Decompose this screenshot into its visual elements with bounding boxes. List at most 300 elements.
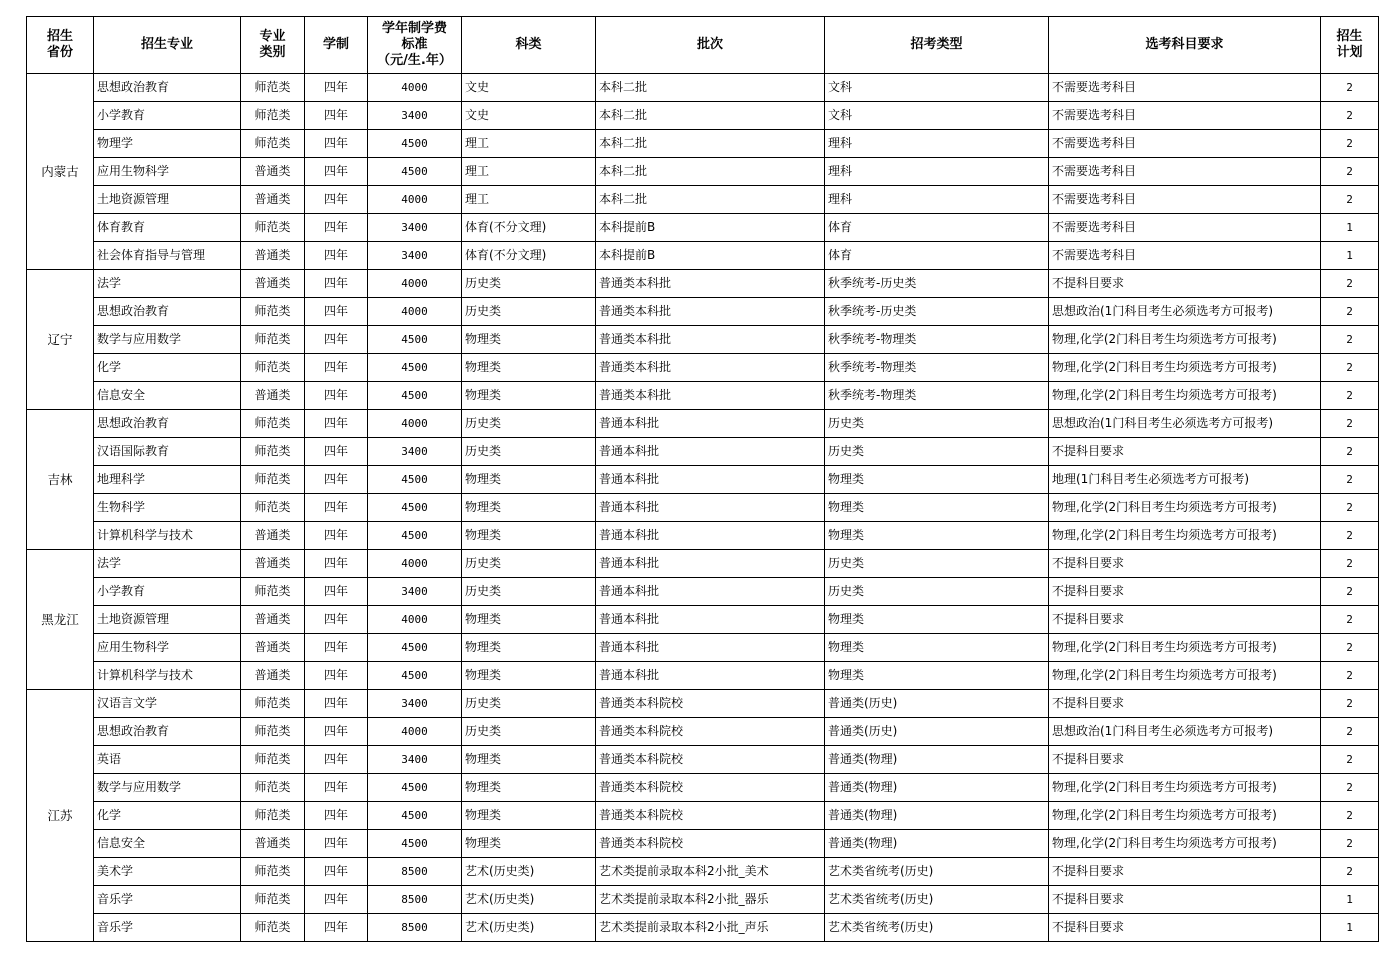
cell-plan: 2 (1321, 326, 1379, 354)
cell-major: 信息安全 (94, 382, 241, 410)
cell-category: 师范类 (241, 438, 305, 466)
cell-subject-type: 理工 (462, 186, 596, 214)
cell-plan: 2 (1321, 298, 1379, 326)
cell-plan: 2 (1321, 522, 1379, 550)
cell-batch: 普通类本科院校 (596, 746, 825, 774)
cell-category: 普通类 (241, 634, 305, 662)
cell-exam-type: 普通类(物理) (825, 774, 1049, 802)
cell-requirement: 物理,化学(2门科目考生均须选考方可报考) (1049, 326, 1321, 354)
cell-duration: 四年 (305, 550, 368, 578)
cell-duration: 四年 (305, 326, 368, 354)
cell-plan: 2 (1321, 578, 1379, 606)
cell-plan: 1 (1321, 214, 1379, 242)
cell-requirement: 地理(1门科目考生必须选考方可报考) (1049, 466, 1321, 494)
cell-duration: 四年 (305, 886, 368, 914)
cell-subject-type: 物理类 (462, 662, 596, 690)
cell-requirement: 不提科目要求 (1049, 746, 1321, 774)
cell-batch: 普通类本科批 (596, 382, 825, 410)
cell-subject-type: 历史类 (462, 578, 596, 606)
cell-fee: 4500 (368, 466, 462, 494)
cell-category: 师范类 (241, 746, 305, 774)
header-batch: 批次 (596, 17, 825, 74)
cell-category: 师范类 (241, 578, 305, 606)
cell-duration: 四年 (305, 522, 368, 550)
table-row (27, 130, 1379, 158)
cell-batch: 普通本科批 (596, 606, 825, 634)
cell-fee: 8500 (368, 858, 462, 886)
cell-subject-type: 体育(不分文理) (462, 242, 596, 270)
cell-fee: 4500 (368, 354, 462, 382)
table-row (27, 214, 1379, 242)
cell-exam-type: 物理类 (825, 466, 1049, 494)
cell-major: 土地资源管理 (94, 186, 241, 214)
cell-duration: 四年 (305, 130, 368, 158)
cell-requirement: 物理,化学(2门科目考生均须选考方可报考) (1049, 774, 1321, 802)
cell-plan: 2 (1321, 102, 1379, 130)
cell-requirement: 不提科目要求 (1049, 886, 1321, 914)
cell-exam-type: 秋季统考-物理类 (825, 354, 1049, 382)
cell-fee: 3400 (368, 746, 462, 774)
cell-requirement: 不提科目要求 (1049, 438, 1321, 466)
table-row (27, 270, 1379, 298)
table-row (27, 382, 1379, 410)
cell-major: 计算机科学与技术 (94, 662, 241, 690)
cell-requirement: 物理,化学(2门科目考生均须选考方可报考) (1049, 354, 1321, 382)
cell-plan: 2 (1321, 410, 1379, 438)
cell-category: 师范类 (241, 326, 305, 354)
cell-plan: 1 (1321, 914, 1379, 942)
cell-subject-type: 理工 (462, 130, 596, 158)
cell-batch: 普通类本科院校 (596, 774, 825, 802)
table-row (27, 634, 1379, 662)
cell-duration: 四年 (305, 746, 368, 774)
cell-fee: 4500 (368, 774, 462, 802)
cell-subject-type: 物理类 (462, 746, 596, 774)
cell-requirement: 思想政治(1门科目考生必须选考方可报考) (1049, 718, 1321, 746)
cell-batch: 普通类本科院校 (596, 690, 825, 718)
cell-plan: 2 (1321, 494, 1379, 522)
cell-exam-type: 历史类 (825, 578, 1049, 606)
cell-major: 英语 (94, 746, 241, 774)
cell-requirement: 物理,化学(2门科目考生均须选考方可报考) (1049, 802, 1321, 830)
cell-subject-type: 物理类 (462, 466, 596, 494)
cell-category: 普通类 (241, 662, 305, 690)
cell-fee: 8500 (368, 914, 462, 942)
cell-exam-type: 物理类 (825, 522, 1049, 550)
cell-exam-type: 体育 (825, 242, 1049, 270)
table-row (27, 858, 1379, 886)
cell-category: 师范类 (241, 718, 305, 746)
cell-exam-type: 秋季统考-物理类 (825, 326, 1049, 354)
cell-major: 应用生物科学 (94, 634, 241, 662)
cell-major: 美术学 (94, 858, 241, 886)
cell-subject-type: 文史 (462, 74, 596, 102)
cell-exam-type: 体育 (825, 214, 1049, 242)
cell-duration: 四年 (305, 382, 368, 410)
cell-fee: 4500 (368, 830, 462, 858)
cell-requirement: 不提科目要求 (1049, 690, 1321, 718)
cell-duration: 四年 (305, 606, 368, 634)
cell-plan: 2 (1321, 466, 1379, 494)
cell-subject-type: 物理类 (462, 354, 596, 382)
cell-province: 内蒙古 (27, 74, 94, 270)
cell-batch: 普通本科批 (596, 550, 825, 578)
cell-category: 普通类 (241, 522, 305, 550)
cell-fee: 4500 (368, 130, 462, 158)
cell-requirement: 不需要选考科目 (1049, 74, 1321, 102)
cell-subject-type: 历史类 (462, 270, 596, 298)
cell-major: 小学教育 (94, 102, 241, 130)
cell-plan: 2 (1321, 270, 1379, 298)
cell-batch: 普通类本科批 (596, 270, 825, 298)
cell-fee: 4500 (368, 494, 462, 522)
cell-batch: 普通本科批 (596, 522, 825, 550)
cell-batch: 本科提前B (596, 214, 825, 242)
cell-requirement: 思想政治(1门科目考生必须选考方可报考) (1049, 410, 1321, 438)
table-row (27, 802, 1379, 830)
cell-exam-type: 普通类(物理) (825, 746, 1049, 774)
enrollment-plan-table (26, 16, 1379, 942)
cell-exam-type: 理科 (825, 186, 1049, 214)
cell-fee: 4500 (368, 158, 462, 186)
table-row (27, 774, 1379, 802)
table-row (27, 718, 1379, 746)
cell-subject-type: 物理类 (462, 382, 596, 410)
cell-category: 普通类 (241, 270, 305, 298)
cell-fee: 4000 (368, 270, 462, 298)
cell-plan: 2 (1321, 382, 1379, 410)
cell-plan: 1 (1321, 242, 1379, 270)
cell-category: 师范类 (241, 858, 305, 886)
cell-major: 化学 (94, 354, 241, 382)
cell-category: 普通类 (241, 550, 305, 578)
cell-requirement: 不提科目要求 (1049, 578, 1321, 606)
cell-subject-type: 物理类 (462, 606, 596, 634)
cell-batch: 普通类本科批 (596, 354, 825, 382)
cell-category: 师范类 (241, 130, 305, 158)
cell-requirement: 物理,化学(2门科目考生均须选考方可报考) (1049, 634, 1321, 662)
header-exam-type: 招考类型 (825, 17, 1049, 74)
cell-requirement: 不提科目要求 (1049, 550, 1321, 578)
cell-batch: 普通类本科院校 (596, 830, 825, 858)
cell-exam-type: 普通类(历史) (825, 718, 1049, 746)
cell-major: 法学 (94, 550, 241, 578)
cell-fee: 4000 (368, 606, 462, 634)
cell-category: 师范类 (241, 102, 305, 130)
table-row (27, 354, 1379, 382)
table-row (27, 522, 1379, 550)
header-fee: 学年制学费 标准 （元/生.年） (368, 17, 462, 74)
header-province: 招生 省份 (27, 17, 94, 74)
cell-major: 数学与应用数学 (94, 774, 241, 802)
cell-requirement: 不提科目要求 (1049, 858, 1321, 886)
cell-major: 音乐学 (94, 886, 241, 914)
cell-batch: 本科提前B (596, 242, 825, 270)
cell-duration: 四年 (305, 438, 368, 466)
cell-exam-type: 普通类(历史) (825, 690, 1049, 718)
cell-requirement: 不提科目要求 (1049, 914, 1321, 942)
cell-duration: 四年 (305, 102, 368, 130)
cell-plan: 2 (1321, 662, 1379, 690)
table-row (27, 410, 1379, 438)
cell-major: 法学 (94, 270, 241, 298)
cell-plan: 2 (1321, 718, 1379, 746)
cell-requirement: 物理,化学(2门科目考生均须选考方可报考) (1049, 382, 1321, 410)
cell-category: 师范类 (241, 410, 305, 438)
table-row (27, 746, 1379, 774)
header-subject-type: 科类 (462, 17, 596, 74)
cell-fee: 4000 (368, 298, 462, 326)
cell-duration: 四年 (305, 270, 368, 298)
cell-duration: 四年 (305, 74, 368, 102)
cell-category: 师范类 (241, 774, 305, 802)
table-row (27, 886, 1379, 914)
cell-fee: 4500 (368, 382, 462, 410)
cell-fee: 3400 (368, 438, 462, 466)
cell-category: 师范类 (241, 214, 305, 242)
cell-batch: 普通本科批 (596, 634, 825, 662)
cell-duration: 四年 (305, 914, 368, 942)
table-row (27, 578, 1379, 606)
cell-duration: 四年 (305, 410, 368, 438)
cell-subject-type: 历史类 (462, 718, 596, 746)
cell-fee: 4500 (368, 634, 462, 662)
cell-exam-type: 物理类 (825, 494, 1049, 522)
cell-fee: 4000 (368, 74, 462, 102)
cell-fee: 4000 (368, 718, 462, 746)
cell-major: 思想政治教育 (94, 718, 241, 746)
cell-fee: 3400 (368, 214, 462, 242)
cell-plan: 2 (1321, 606, 1379, 634)
cell-duration: 四年 (305, 158, 368, 186)
cell-fee: 4000 (368, 186, 462, 214)
cell-category: 普通类 (241, 242, 305, 270)
cell-batch: 普通本科批 (596, 578, 825, 606)
cell-exam-type: 历史类 (825, 410, 1049, 438)
cell-duration: 四年 (305, 858, 368, 886)
cell-duration: 四年 (305, 802, 368, 830)
cell-duration: 四年 (305, 298, 368, 326)
table-row (27, 438, 1379, 466)
cell-subject-type: 艺术(历史类) (462, 886, 596, 914)
cell-major: 计算机科学与技术 (94, 522, 241, 550)
cell-plan: 2 (1321, 186, 1379, 214)
cell-duration: 四年 (305, 662, 368, 690)
cell-exam-type: 普通类(物理) (825, 830, 1049, 858)
cell-exam-type: 理科 (825, 130, 1049, 158)
cell-exam-type: 秋季统考-物理类 (825, 382, 1049, 410)
cell-exam-type: 理科 (825, 158, 1049, 186)
cell-subject-type: 理工 (462, 158, 596, 186)
table-body (27, 74, 1379, 942)
cell-fee: 4000 (368, 550, 462, 578)
header-duration: 学制 (305, 17, 368, 74)
cell-major: 音乐学 (94, 914, 241, 942)
table-row (27, 466, 1379, 494)
cell-exam-type: 艺术类省统考(历史) (825, 886, 1049, 914)
cell-major: 社会体育指导与管理 (94, 242, 241, 270)
cell-exam-type: 秋季统考-历史类 (825, 270, 1049, 298)
cell-duration: 四年 (305, 354, 368, 382)
cell-province: 江苏 (27, 690, 94, 942)
cell-exam-type: 物理类 (825, 662, 1049, 690)
cell-category: 师范类 (241, 494, 305, 522)
cell-category: 师范类 (241, 466, 305, 494)
cell-exam-type: 物理类 (825, 634, 1049, 662)
cell-major: 思想政治教育 (94, 298, 241, 326)
cell-major: 小学教育 (94, 578, 241, 606)
cell-duration: 四年 (305, 242, 368, 270)
cell-subject-type: 历史类 (462, 438, 596, 466)
header-category: 专业 类别 (241, 17, 305, 74)
cell-major: 数学与应用数学 (94, 326, 241, 354)
cell-major: 汉语国际教育 (94, 438, 241, 466)
table-row (27, 690, 1379, 718)
cell-batch: 普通本科批 (596, 438, 825, 466)
cell-batch: 普通类本科批 (596, 298, 825, 326)
cell-plan: 2 (1321, 438, 1379, 466)
cell-plan: 2 (1321, 858, 1379, 886)
cell-plan: 2 (1321, 634, 1379, 662)
cell-fee: 3400 (368, 242, 462, 270)
cell-province: 辽宁 (27, 270, 94, 410)
cell-fee: 4500 (368, 662, 462, 690)
cell-plan: 2 (1321, 130, 1379, 158)
cell-subject-type: 物理类 (462, 634, 596, 662)
cell-batch: 本科二批 (596, 158, 825, 186)
cell-subject-type: 历史类 (462, 298, 596, 326)
table-row (27, 326, 1379, 354)
cell-province: 吉林 (27, 410, 94, 550)
cell-subject-type: 文史 (462, 102, 596, 130)
cell-requirement: 不需要选考科目 (1049, 102, 1321, 130)
cell-exam-type: 历史类 (825, 438, 1049, 466)
cell-requirement: 不需要选考科目 (1049, 158, 1321, 186)
cell-category: 师范类 (241, 886, 305, 914)
cell-batch: 普通本科批 (596, 662, 825, 690)
table-row (27, 158, 1379, 186)
cell-subject-type: 历史类 (462, 410, 596, 438)
cell-requirement: 不需要选考科目 (1049, 130, 1321, 158)
cell-duration: 四年 (305, 718, 368, 746)
table-row (27, 830, 1379, 858)
table-header-row (27, 17, 1379, 74)
cell-category: 师范类 (241, 298, 305, 326)
cell-requirement: 物理,化学(2门科目考生均须选考方可报考) (1049, 830, 1321, 858)
cell-category: 普通类 (241, 382, 305, 410)
cell-requirement: 物理,化学(2门科目考生均须选考方可报考) (1049, 522, 1321, 550)
cell-category: 师范类 (241, 914, 305, 942)
cell-fee: 4500 (368, 326, 462, 354)
cell-plan: 2 (1321, 354, 1379, 382)
cell-duration: 四年 (305, 634, 368, 662)
cell-batch: 艺术类提前录取本科2小批_美术 (596, 858, 825, 886)
cell-batch: 本科二批 (596, 102, 825, 130)
table-row (27, 550, 1379, 578)
cell-category: 师范类 (241, 802, 305, 830)
cell-category: 师范类 (241, 690, 305, 718)
cell-duration: 四年 (305, 830, 368, 858)
table-row (27, 606, 1379, 634)
table-row (27, 494, 1379, 522)
cell-batch: 本科二批 (596, 186, 825, 214)
table-row (27, 74, 1379, 102)
table-row (27, 186, 1379, 214)
cell-fee: 4500 (368, 802, 462, 830)
cell-exam-type: 秋季统考-历史类 (825, 298, 1049, 326)
cell-plan: 2 (1321, 830, 1379, 858)
cell-fee: 3400 (368, 102, 462, 130)
cell-subject-type: 体育(不分文理) (462, 214, 596, 242)
cell-subject-type: 艺术(历史类) (462, 858, 596, 886)
header-requirement: 选考科目要求 (1049, 17, 1321, 74)
cell-fee: 4000 (368, 410, 462, 438)
cell-plan: 2 (1321, 74, 1379, 102)
cell-batch: 普通类本科院校 (596, 802, 825, 830)
cell-exam-type: 普通类(物理) (825, 802, 1049, 830)
cell-batch: 艺术类提前录取本科2小批_器乐 (596, 886, 825, 914)
header-plan: 招生 计划 (1321, 17, 1379, 74)
cell-exam-type: 艺术类省统考(历史) (825, 858, 1049, 886)
cell-batch: 普通类本科院校 (596, 718, 825, 746)
cell-batch: 普通类本科批 (596, 326, 825, 354)
cell-batch: 普通本科批 (596, 410, 825, 438)
cell-duration: 四年 (305, 494, 368, 522)
header-major: 招生专业 (94, 17, 241, 74)
cell-category: 师范类 (241, 74, 305, 102)
cell-exam-type: 物理类 (825, 606, 1049, 634)
cell-major: 地理科学 (94, 466, 241, 494)
cell-category: 普通类 (241, 186, 305, 214)
cell-fee: 3400 (368, 690, 462, 718)
cell-plan: 1 (1321, 886, 1379, 914)
table-row (27, 298, 1379, 326)
cell-subject-type: 物理类 (462, 802, 596, 830)
cell-major: 应用生物科学 (94, 158, 241, 186)
cell-plan: 2 (1321, 774, 1379, 802)
cell-plan: 2 (1321, 746, 1379, 774)
cell-plan: 2 (1321, 690, 1379, 718)
cell-subject-type: 艺术(历史类) (462, 914, 596, 942)
cell-batch: 普通本科批 (596, 466, 825, 494)
cell-requirement: 不需要选考科目 (1049, 186, 1321, 214)
cell-major: 思想政治教育 (94, 410, 241, 438)
cell-subject-type: 物理类 (462, 326, 596, 354)
cell-subject-type: 物理类 (462, 494, 596, 522)
cell-duration: 四年 (305, 690, 368, 718)
cell-subject-type: 物理类 (462, 830, 596, 858)
cell-subject-type: 物理类 (462, 774, 596, 802)
cell-category: 师范类 (241, 354, 305, 382)
cell-requirement: 不提科目要求 (1049, 270, 1321, 298)
cell-exam-type: 艺术类省统考(历史) (825, 914, 1049, 942)
cell-major: 物理学 (94, 130, 241, 158)
table-row (27, 914, 1379, 942)
cell-requirement: 物理,化学(2门科目考生均须选考方可报考) (1049, 494, 1321, 522)
cell-batch: 本科二批 (596, 130, 825, 158)
cell-subject-type: 历史类 (462, 550, 596, 578)
cell-major: 生物科学 (94, 494, 241, 522)
cell-subject-type: 历史类 (462, 690, 596, 718)
table-row (27, 102, 1379, 130)
cell-exam-type: 文科 (825, 102, 1049, 130)
cell-duration: 四年 (305, 578, 368, 606)
cell-requirement: 思想政治(1门科目考生必须选考方可报考) (1049, 298, 1321, 326)
cell-batch: 本科二批 (596, 74, 825, 102)
cell-major: 化学 (94, 802, 241, 830)
cell-major: 体育教育 (94, 214, 241, 242)
cell-exam-type: 历史类 (825, 550, 1049, 578)
